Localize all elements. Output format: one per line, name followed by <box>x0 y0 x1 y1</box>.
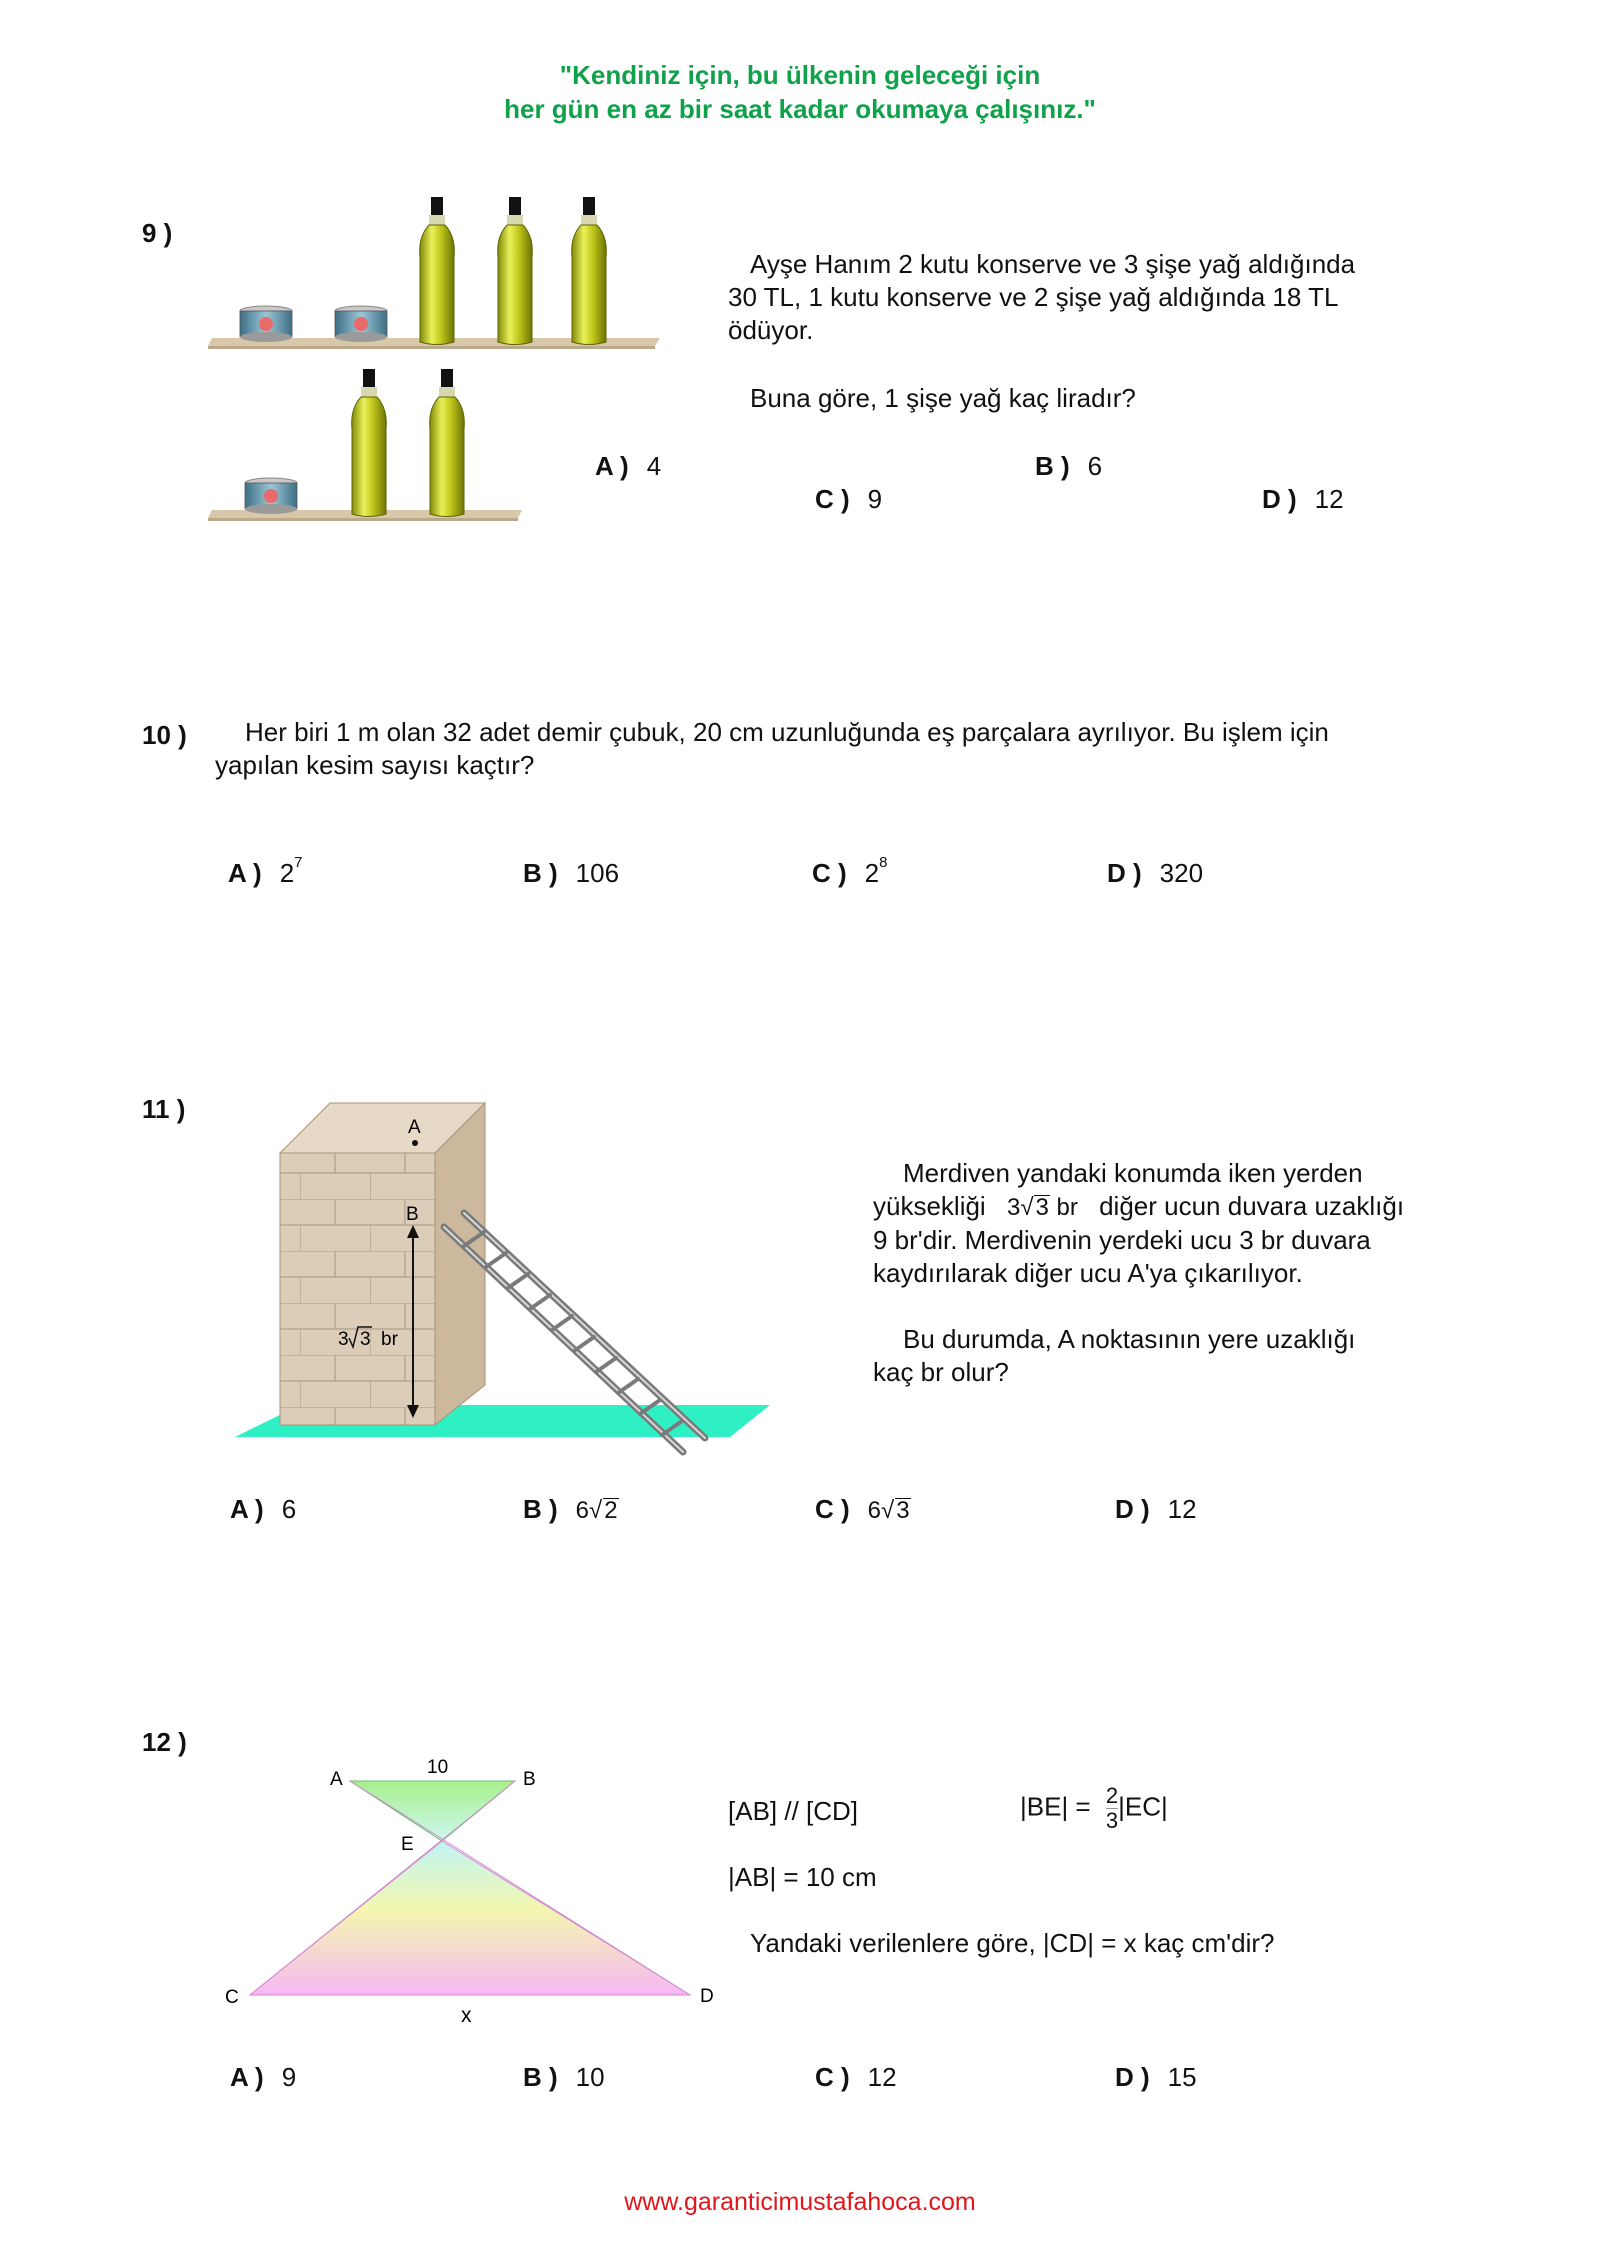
q11-option-c[interactable]: C ) 6√3 <box>815 1494 910 1524</box>
header-line-1: "Kendiniz için, bu ülkenin geleceği için <box>559 60 1041 90</box>
point-a <box>412 1140 418 1146</box>
q12-option-b[interactable]: B ) 10 <box>523 2062 605 2092</box>
q11-question-line-2: kaç br olur? <box>873 1357 1009 1387</box>
svg-text:br: br <box>381 1329 398 1350</box>
q11-option-d[interactable]: D ) 12 <box>1115 1494 1197 1524</box>
oil-bottle-icon <box>498 197 533 345</box>
svg-text:3: 3 <box>338 1329 349 1350</box>
svg-text:3: 3 <box>360 1329 371 1350</box>
label-ab-length: 10 <box>427 1757 449 1778</box>
q10-option-b[interactable]: B ) 106 <box>523 858 620 888</box>
question-10-number: 10 ) <box>142 720 187 750</box>
label-b: B <box>523 1769 536 1790</box>
q11-height-expression: 3√3 br <box>1006 1194 1078 1221</box>
q11-text-line-4: kaydırılarak diğer ucu A'ya çıkarılıyor. <box>873 1258 1303 1288</box>
q11-text-line-2: yüksekliği 3√3 br diğer ucun duvara uzaklığı <box>873 1191 1405 1221</box>
q12-triangle-figure <box>220 1750 740 2040</box>
label-d: D <box>700 1986 714 2007</box>
q11-wall-ladder-figure <box>230 1095 770 1465</box>
label-a: A <box>408 1117 421 1138</box>
oil-bottle-icon <box>420 197 455 345</box>
triangle-abe <box>350 1781 515 1841</box>
q9-text-line-3: ödüyor. <box>728 315 814 345</box>
q9-option-a[interactable]: A ) 4 <box>595 451 662 481</box>
label-b: B <box>406 1204 419 1225</box>
q11-statement <box>873 1157 1404 1389</box>
height-label <box>338 1327 399 1350</box>
question-9-number: 9 ) <box>142 218 173 248</box>
q9-text-line-2: 30 TL, 1 kutu konserve ve 2 şişe yağ aldığında 18 TL <box>728 282 1339 312</box>
q10-text-line-2: yapılan kesim sayısı kaçtır? <box>215 750 535 780</box>
q12-given-length: |AB| = 10 cm <box>728 1862 877 1892</box>
question-12-number: 12 ) <box>142 1727 187 1757</box>
header-quote <box>0 58 1600 126</box>
label-c: C <box>225 1987 239 2008</box>
q12-question: Yandaki verilenlere göre, |CD| = x kaç cm'dir? <box>750 1928 1275 1958</box>
q9-statement <box>728 248 1355 347</box>
can-icon <box>240 306 292 342</box>
q9-option-d[interactable]: D ) 12 <box>1262 484 1344 514</box>
q11-option-a[interactable]: A ) 6 <box>230 1494 297 1524</box>
oil-bottle-icon <box>430 369 465 517</box>
q10-option-c[interactable]: C ) $2^8$ <box>812 854 888 888</box>
footer-website-link[interactable]: www.garanticimustafahoca.com <box>624 2188 976 2216</box>
wall-side-face <box>435 1103 485 1425</box>
label-a: A <box>330 1769 343 1790</box>
can-icon <box>245 478 297 514</box>
oil-bottle-icon <box>352 369 387 517</box>
q11-text-line-3: 9 br'dir. Merdivenin yerdeki ucu 3 br duvara <box>873 1225 1371 1255</box>
q11-option-b[interactable]: B ) 6√2 <box>523 1494 618 1524</box>
triangle-ecd <box>250 1841 690 1995</box>
ratio-fraction: $\frac{2}{3}$ <box>1105 1783 1119 1833</box>
can-icon <box>335 306 387 342</box>
q10-option-a[interactable]: A ) $2^7$ <box>228 854 303 888</box>
q12-option-c[interactable]: C ) 12 <box>815 2062 897 2092</box>
q9-question: Buna göre, 1 şişe yağ kaç liradır? <box>750 383 1136 413</box>
q10-option-d[interactable]: D ) 320 <box>1107 858 1204 888</box>
wall-front-face <box>280 1153 435 1425</box>
q9-option-b[interactable]: B ) 6 <box>1035 451 1103 481</box>
q12-option-d[interactable]: D ) 15 <box>1115 2062 1197 2092</box>
label-e: E <box>401 1834 414 1855</box>
question-11-number: 11 ) <box>142 1094 186 1124</box>
oil-bottle-icon <box>572 197 607 345</box>
q11-text-line-1: Merdiven yandaki konumda iken yerden <box>903 1158 1363 1188</box>
q10-text-line-1: Her biri 1 m olan 32 adet demir çubuk, 20 cm uzunluğunda eş parçalara ayrılıyor. Bu işlem için <box>245 717 1329 747</box>
q11-question-line-1: Bu durumda, A noktasının yere uzaklığı <box>903 1324 1356 1354</box>
q12-option-a[interactable]: A ) 9 <box>230 2062 297 2092</box>
q12-given-parallel: [AB] // [CD] <box>728 1796 859 1826</box>
q9-text-line-1: Ayşe Hanım 2 kutu konserve ve 3 şişe yağ aldığında <box>750 249 1356 279</box>
q9-option-c[interactable]: C ) 9 <box>815 484 883 514</box>
header-line-2: her gün en az bir saat kadar okumaya çalışınız." <box>504 94 1096 124</box>
label-x: x <box>461 2004 472 2027</box>
q12-given-ratio: |BE| = $\frac{2}{3}$ |EC| <box>1020 1783 1168 1833</box>
